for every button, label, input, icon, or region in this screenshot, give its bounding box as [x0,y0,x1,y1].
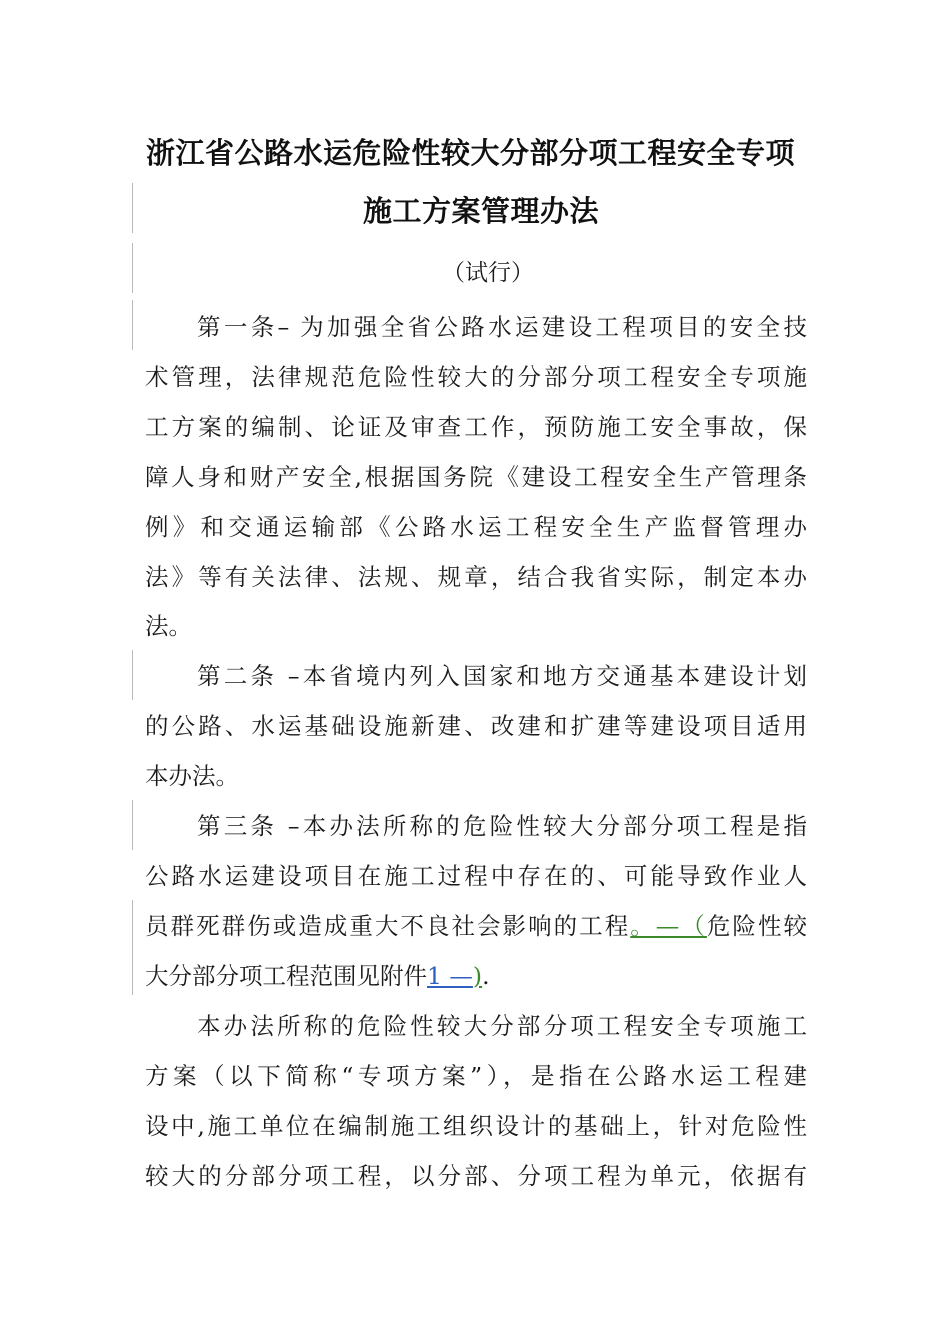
paragraph-4-line: 较大的分部分项工程，以分部、分项工程为单元，依据有 [145,1162,807,1190]
sentence-end: . [482,962,490,990]
tracked-insertion: 。—（ [630,912,707,940]
article-2-line: 本办法。 [145,762,239,790]
article-3-line: 公路水运建设项目在施工过程中存在的、可能导致作业人 [145,862,807,890]
paragraph-4-line: 本办法所称的危险性较大分部分项工程安全专项施工 [197,1012,807,1040]
article-1-line: 法。 [145,612,192,640]
article-1-line: 工方案的编制、论证及审查工作，预防施工安全事故，保 [145,413,807,441]
article-1-line: 法》等有关法律、法规、规章，结合我省实际，制定本办 [145,563,807,591]
article-1-line: 第一条– 为加强全省公路水运建设工程项目的安全技 [197,313,807,341]
article-1-line: 例》和交通运输部《公路水运工程安全生产监督管理办 [145,513,807,541]
article-3-line-text: 大分部分项工程范围见附件 [145,962,427,990]
article-3-line-with-tracked-insert [145,906,807,946]
revision-change-bar [132,300,133,350]
revision-change-bar [132,183,133,233]
revision-change-bar [132,900,133,995]
article-2-line: 第二条 –本省境内列入国家和地方交通基本建设计划 [197,662,807,690]
document-title-line2: 施工方案管理办法 [363,194,600,228]
revision-change-bar [132,243,133,293]
article-2-line: 的公路、水运基础设施新建、改建和扩建等建设项目适用 [145,712,807,740]
attachment-reference-link[interactable]: 1 — [427,962,473,990]
paragraph-4-line: 方案（以下简称“专项方案”），是指在公路水运工程建 [145,1062,807,1090]
article-3-line: 第三条 –本办法所称的危险性较大分部分项工程是指 [197,812,807,840]
paragraph-4-line: 设中,施工单位在编制施工组织设计的基础上，针对危险性 [145,1112,807,1140]
revision-change-bar [132,800,133,850]
document-title-line1: 浙江省公路水运危险性较大分部分项工程安全专项 [146,136,796,170]
document-subtitle: （试行） [442,260,534,286]
article-1-line: 术管理，法律规范危险性较大的分部分项工程安全专项施 [145,363,807,391]
revision-change-bar [132,650,133,700]
article-3-line-text: 员群死群伤或造成重大不良社会影响的工程 [145,912,631,940]
article-3-line-with-tracked-insert [145,956,807,996]
article-1-line: 障人身和财产安全,根据国务院《建设工程安全生产管理条 [145,463,807,491]
article-3-line-tail: 危险性较 [706,912,808,940]
tracked-insertion: ) [472,962,483,990]
